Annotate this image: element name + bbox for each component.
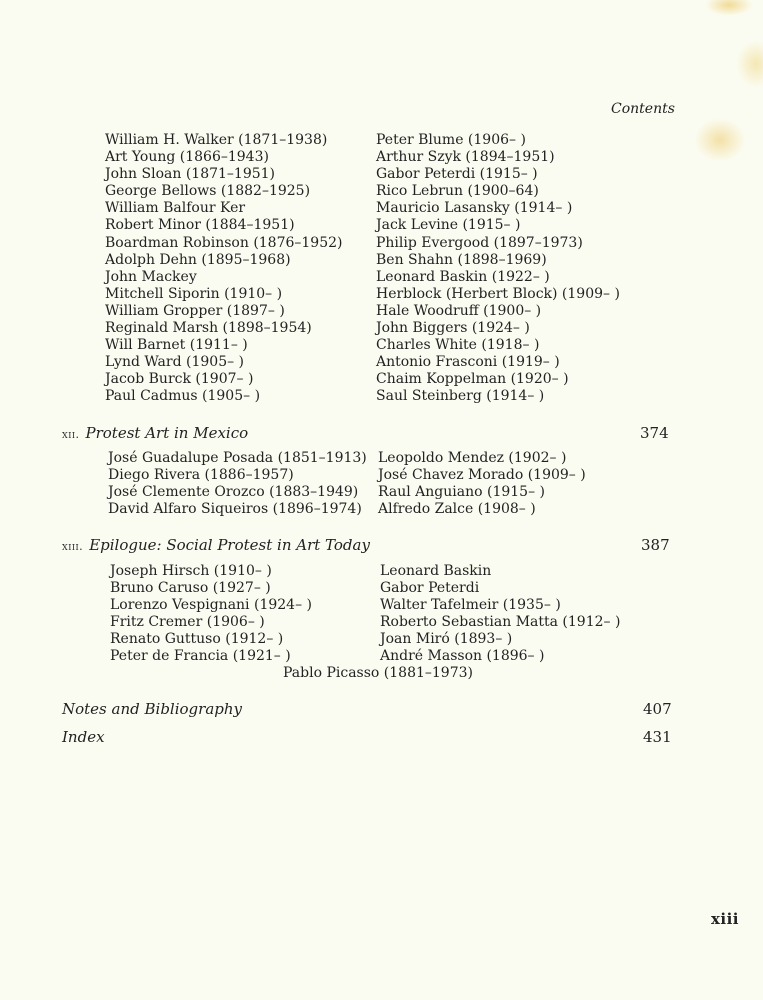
artist-entry: Ben Shahn (1898–1969) (376, 251, 547, 268)
artist-entry: Philip Evergood (1897–1973) (376, 234, 583, 251)
section-heading-xiii (62, 536, 370, 554)
artist-entry: Mauricio Lasansky (1914– ) (376, 200, 573, 217)
artist-entry: Adolph Dehn (1895–1968) (105, 251, 291, 268)
artist-entry: José Chavez Morado (1909– ) (378, 467, 586, 484)
artist-entry: Reginald Marsh (1898–1954) (105, 320, 312, 337)
artist-entry: Gabor Peterdi (380, 580, 480, 597)
artist-list-left (110, 563, 312, 666)
artist-entry: John Mackey (105, 268, 197, 285)
section-page-number: 387 (641, 536, 670, 554)
artist-entry: Chaim Koppelman (1920– ) (376, 371, 569, 388)
artist-entry: Hale Woodruff (1900– ) (376, 302, 542, 319)
artist-entry: Alfredo Zalce (1908– ) (378, 501, 536, 518)
artist-list-right (376, 132, 620, 406)
artist-entry: Renato Guttuso (1912– ) (110, 631, 284, 648)
artist-entry: John Sloan (1871–1951) (105, 166, 276, 183)
running-head: Contents (611, 101, 675, 117)
artist-entry: Lynd Ward (1905– ) (105, 354, 245, 371)
artist-entry: Art Young (1866–1943) (105, 149, 269, 166)
artist-entry: Antonio Frasconi (1919– ) (376, 354, 560, 371)
artist-entry: Gabor Peterdi (1915– ) (376, 166, 538, 183)
artist-entry: John Biggers (1924– ) (376, 320, 530, 337)
artist-entry: Peter de Francia (1921– ) (110, 648, 291, 665)
artist-entry: José Guadalupe Posada (1851–1913) (108, 450, 367, 466)
section-title: Protest Art in Mexico (85, 424, 249, 442)
artist-entry: Jack Levine (1915– ) (376, 217, 521, 234)
artist-entry: David Alfaro Siqueiros (1896–1974) (108, 501, 362, 518)
artist-list-right (380, 563, 620, 666)
artist-entry: George Bellows (1882–1925) (105, 183, 311, 200)
section-number: xiii. (62, 540, 84, 553)
back-matter-page-number: 431 (643, 728, 672, 746)
artist-entry: William Balfour Ker (105, 200, 246, 217)
artist-list-right (378, 450, 586, 518)
folio-page-number: xiii (710, 910, 739, 928)
artist-entry: Bruno Caruso (1927– ) (110, 580, 271, 597)
artist-entry: Mitchell Siporin (1910– ) (105, 285, 283, 302)
back-matter-index: Index (62, 728, 105, 746)
artist-list-left (105, 132, 343, 406)
artist-entry: Robert Minor (1884–1951) (105, 217, 295, 234)
artist-entry: Raul Anguiano (1915– ) (378, 484, 545, 501)
artist-entry: Rico Lebrun (1900–64) (376, 183, 539, 200)
artist-entry: Leonard Baskin (1922– ) (376, 268, 550, 285)
section-heading-xii (62, 424, 248, 442)
artist-entry: Saul Steinberg (1914– ) (376, 388, 545, 405)
artist-entry: Charles White (1918– ) (376, 337, 540, 354)
section-title: Epilogue: Social Protest in Art Today (89, 536, 370, 554)
section-page-number: 374 (640, 424, 669, 442)
artist-entry: Paul Cadmus (1905– ) (105, 388, 261, 405)
artist-entry: Walter Tafelmeir (1935– ) (380, 597, 561, 614)
artist-entry: Diego Rivera (1886–1957) (108, 467, 294, 484)
artist-entry: José Clemente Orozco (1883–1949) (108, 484, 359, 501)
artist-entry: Herblock (Herbert Block) (1909– ) (376, 285, 620, 302)
artist-entry: Arthur Szyk (1894–1951) (376, 149, 555, 166)
artist-entry: Will Barnet (1911– ) (105, 337, 248, 354)
artist-entry: Roberto Sebastian Matta (1912– ) (380, 614, 621, 631)
artist-entry: Jacob Burck (1907– ) (105, 371, 254, 388)
artist-entry: Peter Blume (1906– ) (376, 132, 526, 148)
artist-entry: Joan Miró (1893– ) (380, 631, 513, 648)
artist-entry: William Gropper (1897– ) (105, 302, 285, 319)
artist-entry: Fritz Cremer (1906– ) (110, 614, 265, 631)
artist-list-left (108, 450, 367, 518)
artist-entry: Boardman Robinson (1876–1952) (105, 234, 343, 251)
artist-entry: William H. Walker (1871–1938) (105, 132, 328, 148)
artist-entry: André Masson (1896– ) (380, 648, 545, 665)
artist-entry: Leopoldo Mendez (1902– ) (378, 450, 567, 466)
back-matter-page-number: 407 (643, 700, 672, 718)
artist-entry: Joseph Hirsch (1910– ) (110, 563, 272, 579)
artist-entry: Lorenzo Vespignani (1924– ) (110, 597, 312, 614)
back-matter-notes: Notes and Bibliography (62, 700, 242, 718)
section-number: xii. (62, 428, 80, 441)
artist-entry: Leonard Baskin (380, 563, 492, 579)
centered-artist-entry: Pablo Picasso (1881–1973) (283, 665, 473, 681)
